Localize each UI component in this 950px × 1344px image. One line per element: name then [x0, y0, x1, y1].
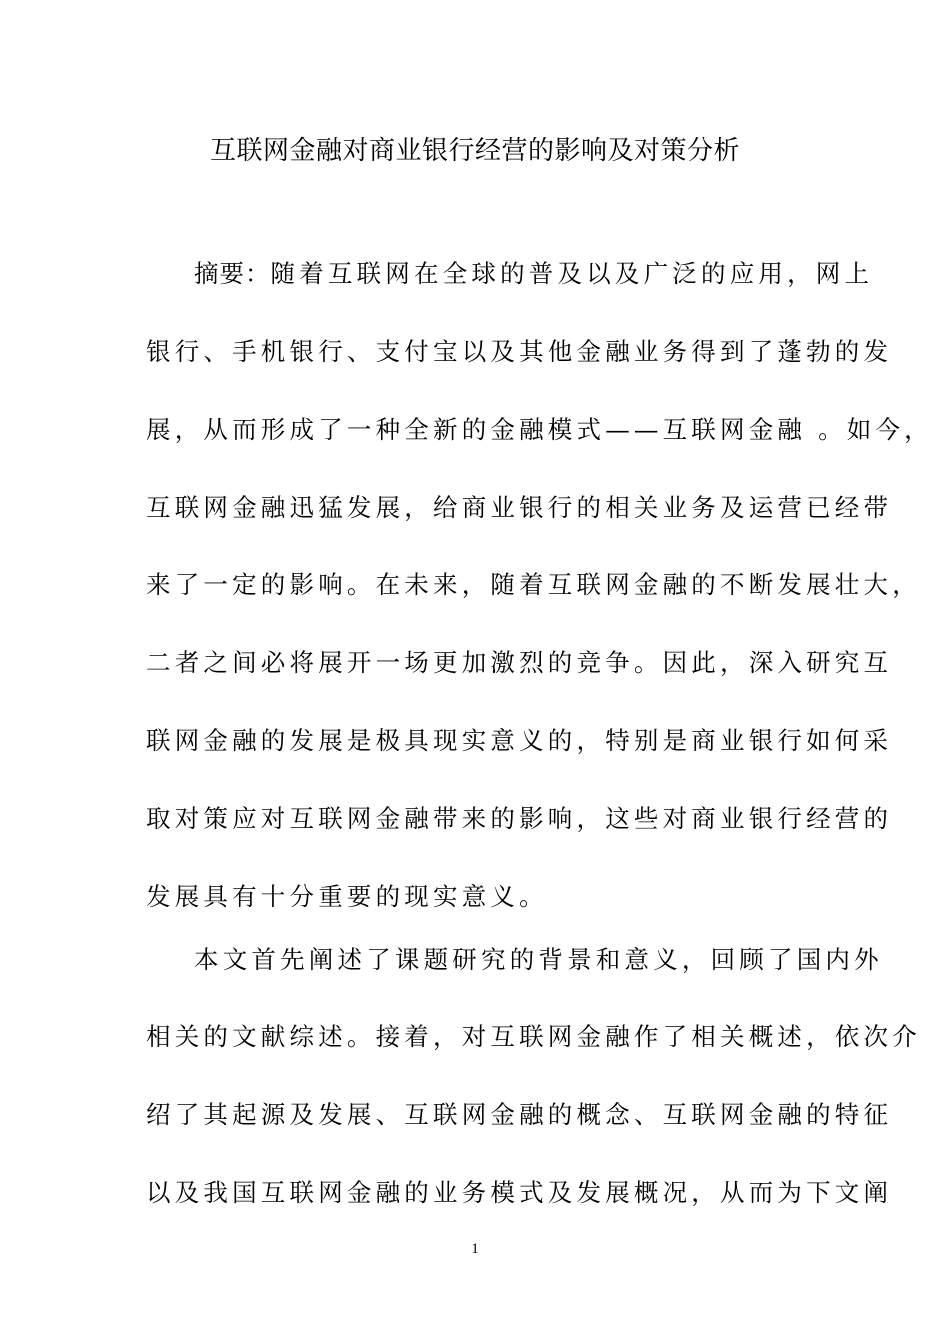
text-line: 以及我国互联网金融的业务模式及发展概况，从而为下文阐: [146, 1178, 893, 1207]
text-line: 互联网金融迅猛发展，给商业银行的相关业务及运营已经带: [146, 493, 893, 522]
text-line: 银行、手机银行、支付宝以及其他金融业务得到了蓬勃的发: [146, 337, 893, 366]
document-title: 互联网金融对商业银行经营的影响及对策分析: [209, 136, 740, 166]
text-line: [194, 258, 873, 290]
page-number: 1: [471, 1241, 479, 1257]
text-line: 联网金融的发展是极具现实意义的，特别是商业银行如何采: [146, 726, 893, 755]
text-line: 本文首先阐述了课题研究的背景和意义，回顾了国内外: [194, 945, 883, 974]
text-line: 二者之间必将展开一场更加激烈的竞争。因此，深入研究互: [146, 648, 893, 677]
text-line: 取对策应对互联网金融带来的影响，这些对商业银行经营的: [146, 804, 893, 833]
text-line: 来了一定的影响。在未来，随着互联网金融的不断发展壮大，: [146, 570, 921, 599]
text-line: 发展具有十分重要的现实意义。: [146, 882, 548, 911]
text-line: 相关的文献综述。接着，对互联网金融作了相关概述，依次介: [146, 1022, 921, 1051]
text-line: 展，从而形成了一种全新的金融模式——互联网金融 。如今，: [146, 415, 933, 444]
text-line-content: 随着互联网在全球的普及以及广泛的应用，网上: [270, 259, 874, 288]
text-line: 绍了其起源及发展、互联网金融的概念、互联网金融的特征: [146, 1100, 893, 1129]
abstract-label: 摘要：: [194, 259, 271, 288]
